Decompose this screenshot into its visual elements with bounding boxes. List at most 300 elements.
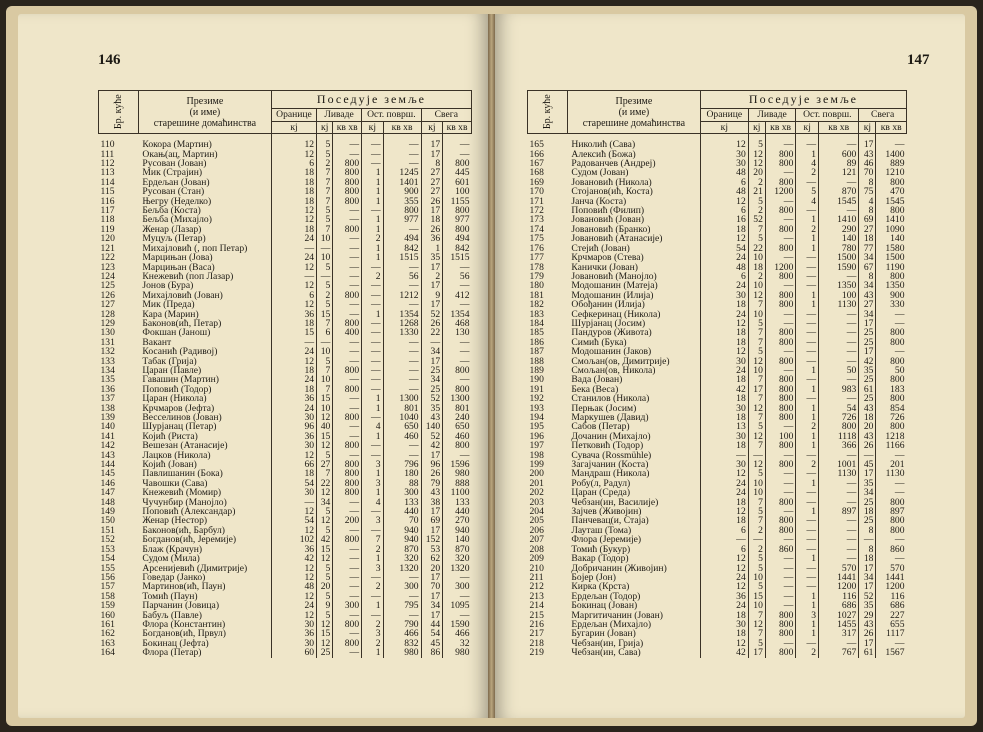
house-number: 143 (100, 449, 115, 461)
other-kvhv: 1330 (383, 328, 421, 337)
total-kj: 34 (859, 488, 876, 497)
fields-kj: 6 (700, 206, 748, 215)
total-kvhv: 240 (443, 413, 472, 422)
fields-kj: 18 (700, 441, 748, 450)
house-number: 136 (100, 383, 115, 395)
total-kj: 27 (421, 168, 443, 177)
household-head-name: Вакант (142, 336, 172, 348)
house-number: 191 (529, 383, 544, 395)
other-kvhv: 801 (383, 404, 421, 413)
meadows-kvhv: 860 (765, 545, 795, 554)
meadows-kvhv: — (333, 648, 362, 657)
total-kj: 27 (859, 225, 876, 234)
total-kj: 43 (421, 488, 443, 497)
other-kvhv: — (819, 357, 859, 366)
fields-kj: 18 (700, 394, 748, 403)
fields-kj: 42 (700, 385, 748, 394)
fields-kj: 18 (700, 300, 748, 309)
total-kvhv: — (443, 281, 472, 290)
house-number: 155 (100, 562, 115, 574)
total-kj: 25 (859, 498, 876, 507)
unit-header: кј (362, 121, 383, 133)
total-kj: 17 (421, 263, 443, 272)
fields-kj: 6 (271, 291, 316, 300)
total-kj: 140 (421, 422, 443, 431)
total-kj: 38 (421, 498, 443, 507)
other-kvhv: 1401 (383, 178, 421, 187)
other-kj: 4 (796, 197, 819, 206)
total-kj: 34 (421, 347, 443, 356)
household-head-name: Модошанин (Илија) (571, 289, 654, 301)
other-kj: 1 (796, 441, 819, 450)
other-kvhv: 1212 (383, 291, 421, 300)
fields-kj: 12 (271, 300, 316, 309)
table-row (528, 134, 907, 150)
other-kj: 1 (362, 394, 383, 403)
other-kj: — (362, 366, 383, 375)
meadows-kvhv: 800 (333, 488, 362, 497)
meadows-kvhv: 800 (765, 526, 795, 535)
household-head-name: Пандуров (Живота) (571, 327, 652, 339)
household-head-name: Флора (Константин) (142, 618, 226, 630)
meadows-kvhv: — (333, 310, 362, 319)
household-head-name: Судом (Мила) (142, 553, 200, 565)
meadows-kvhv: — (333, 611, 362, 620)
other-kvhv: 1500 (819, 253, 859, 262)
total-kj: 17 (859, 582, 876, 591)
fields-kj: 12 (271, 564, 316, 573)
meadows-kvhv: 800 (333, 535, 362, 544)
meadows-kj: 5 (748, 319, 765, 328)
other-kvhv: 1300 (383, 394, 421, 403)
other-kj: — (796, 263, 819, 272)
fields-kj: 18 (271, 385, 316, 394)
total-kj: 43 (859, 291, 876, 300)
other-kj: — (796, 535, 819, 544)
total-kvhv: 800 (876, 357, 907, 366)
household-head-name: Марцињан (Васа) (142, 261, 215, 273)
meadows-kj: 5 (748, 554, 765, 563)
total-kvhv: — (443, 375, 472, 384)
other-kj: — (362, 451, 383, 460)
other-kj: 1 (796, 432, 819, 441)
other-kj: 3 (362, 460, 383, 469)
household-head-name: Сувача (Rossmühle) (571, 449, 652, 461)
fields-kj: 30 (700, 460, 748, 469)
meadows-kj: 5 (748, 422, 765, 431)
house-number: 151 (100, 524, 115, 536)
other-kvhv: — (383, 357, 421, 366)
fields-kj: 36 (271, 545, 316, 554)
meadows-kj: 10 (748, 601, 765, 610)
other-kvhv: 1590 (819, 263, 859, 272)
total-kvhv: 468 (443, 319, 472, 328)
fields-kj: 18 (271, 225, 316, 234)
house-number: 177 (529, 252, 544, 264)
total-kvhv: 466 (443, 629, 472, 638)
other-kj: — (362, 281, 383, 290)
total-kj: 8 (859, 526, 876, 535)
meadows-kvhv: 800 (333, 385, 362, 394)
other-kvhv: 300 (383, 488, 421, 497)
total-kj: 79 (421, 479, 443, 488)
meadows-kj: 2 (748, 272, 765, 281)
household-head-header: Презиме (и име) старешине домаћинства (138, 91, 271, 134)
other-kvhv: — (819, 272, 859, 281)
total-kvhv: 1200 (876, 582, 907, 591)
meadows-kj: — (317, 272, 333, 281)
household-head-name: Поповић (Филип) (571, 205, 645, 217)
total-kvhv: 800 (876, 394, 907, 403)
total-kj: 2 (421, 272, 443, 281)
household-head-name: Јонов (Бура) (142, 280, 194, 292)
fields-kj: 12 (271, 215, 316, 224)
total-kvhv: 412 (443, 291, 472, 300)
other-kj: — (362, 441, 383, 450)
other-kj: 2 (362, 272, 383, 281)
other-kvhv: 1040 (383, 413, 421, 422)
house-number: 189 (529, 364, 544, 376)
meadows-kvhv: — (765, 469, 795, 478)
left-page (18, 14, 488, 718)
total-kvhv: 800 (876, 498, 907, 507)
house-number: 148 (100, 496, 115, 508)
fields-kj: 36 (271, 310, 316, 319)
house-number: 202 (529, 487, 544, 499)
house-number: 112 (100, 158, 115, 170)
fields-kj: — (271, 272, 316, 281)
meadows-kvhv: — (333, 253, 362, 262)
household-head-name: Модошанин (Јаков) (571, 346, 652, 358)
household-head-name: Кара (Марин) (142, 308, 199, 320)
other-kvhv: — (383, 134, 421, 150)
household-head-name: Бабуљ (Павле) (142, 609, 202, 621)
fields-kj: 12 (271, 281, 316, 290)
meadows-kvhv: — (333, 507, 362, 516)
other-kj: — (362, 385, 383, 394)
other-kvhv: — (819, 488, 859, 497)
meadows-kj: 10 (317, 234, 333, 243)
other-kvhv: 1441 (819, 573, 859, 582)
total-kvhv: 870 (443, 545, 472, 554)
total-kvhv: 726 (876, 413, 907, 422)
unit-header: кј (748, 121, 765, 133)
total-kj: 34 (421, 601, 443, 610)
meadows-kj: 5 (748, 564, 765, 573)
house-number: 140 (100, 421, 115, 433)
other-kj: 1 (796, 300, 819, 309)
other-kj: 1 (796, 601, 819, 610)
other-kvhv: 54 (819, 404, 859, 413)
house-number: 216 (529, 618, 544, 630)
house-number: 194 (529, 412, 544, 423)
fields-kj: 12 (271, 134, 316, 150)
household-head-name: Царан (Павле) (142, 364, 202, 376)
total-kvhv: 800 (876, 516, 907, 525)
house-number: 209 (529, 553, 544, 565)
household-head-name: Чебзан(ин, Сава) (571, 647, 641, 659)
meadows-kj: 12 (317, 413, 333, 422)
meadows-kvhv: — (333, 432, 362, 441)
meadows-kvhv: — (765, 535, 795, 544)
total-kvhv: 32 (443, 639, 472, 648)
house-number: 110 (100, 139, 115, 151)
household-head-name: Кирка (Крста) (571, 581, 630, 593)
other-kvhv: 570 (819, 564, 859, 573)
total-kvhv: 1166 (876, 441, 907, 450)
household-head-name: Петковић (Тодор) (571, 440, 644, 452)
meadows-kvhv: 800 (765, 413, 795, 422)
total-kj: 17 (421, 300, 443, 309)
total-kj: 34 (859, 281, 876, 290)
total-kj: 20 (421, 564, 443, 573)
fields-kj: 30 (700, 291, 748, 300)
meadows-kvhv: — (765, 366, 795, 375)
total-kvhv: — (876, 488, 907, 497)
household-head-name: Бугарин (Јован) (571, 628, 636, 640)
house-number: 126 (100, 289, 115, 301)
meadows-kj: 2 (748, 526, 765, 535)
other-kvhv: 977 (383, 215, 421, 224)
meadows-kvhv: — (765, 554, 795, 563)
house-number: 157 (100, 581, 115, 593)
other-kj: 1 (796, 413, 819, 422)
meadows-kvhv: — (333, 263, 362, 272)
total-kj: 42 (859, 357, 876, 366)
meadows-kvhv: 800 (765, 244, 795, 253)
total-kj: 17 (859, 564, 876, 573)
meadows-kj: 7 (748, 328, 765, 337)
household-head-name: Алексић (Божа) (571, 148, 636, 160)
fields-kj: 30 (271, 413, 316, 422)
meadows-kvhv: — (333, 422, 362, 431)
fields-kj: 12 (271, 573, 316, 582)
total-kj: 17 (859, 134, 876, 150)
meadows-kvhv: — (333, 338, 362, 347)
total-kj: 35 (859, 366, 876, 375)
meadows-kvhv: 800 (765, 375, 795, 384)
meadows-kj: 12 (748, 460, 765, 469)
other-kj: — (362, 263, 383, 272)
meadows-kvhv: — (765, 310, 795, 319)
meadows-kj: 12 (317, 620, 333, 629)
other-kj: 2 (796, 422, 819, 431)
total-kvhv: 1117 (876, 629, 907, 638)
household-head-name: Михајловић (, поп Петар) (142, 242, 248, 254)
fields-kj: 36 (271, 432, 316, 441)
meadows-kj: 18 (748, 263, 765, 272)
right-page (495, 14, 965, 718)
house-number: 137 (100, 393, 115, 405)
meadows-kj: 12 (748, 159, 765, 168)
meadows-kvhv: — (333, 244, 362, 253)
meadows-kj: 5 (317, 134, 333, 150)
total-kj: 17 (859, 319, 876, 328)
fields-kj: 12 (700, 639, 748, 648)
other-kvhv: — (383, 263, 421, 272)
other-kj: — (796, 498, 819, 507)
meadows-kvhv: — (333, 564, 362, 573)
total-kvhv: 460 (443, 432, 472, 441)
meadows-kvhv: 800 (765, 460, 795, 469)
total-kj: 54 (421, 629, 443, 638)
other-kvhv: — (383, 150, 421, 159)
meadows-kj: 7 (317, 366, 333, 375)
meadows-kj: 21 (748, 187, 765, 196)
other-kvhv: 70 (383, 516, 421, 525)
fields-kj: — (271, 338, 316, 347)
other-kj: — (362, 328, 383, 337)
fields-kj: 24 (271, 253, 316, 262)
house-number: 213 (529, 590, 544, 602)
other-kvhv: — (819, 206, 859, 215)
total-kvhv: — (876, 554, 907, 563)
total-kj: — (859, 535, 876, 544)
total-kvhv: 889 (876, 159, 907, 168)
house-number: 123 (100, 261, 115, 273)
fields-kj: 12 (271, 357, 316, 366)
fields-kj: 18 (700, 516, 748, 525)
land-owned-header: Поседује земље (700, 91, 906, 109)
unit-header: кв хв (333, 121, 362, 133)
unit-header: кј (421, 121, 443, 133)
household-head-name: Чавошки (Сава) (142, 477, 208, 489)
total-kvhv: 133 (443, 498, 472, 507)
house-number: 170 (529, 186, 544, 198)
household-head-name: Перњак (Јосим) (571, 402, 637, 414)
meadows-kj: 5 (317, 592, 333, 601)
total-kj: 17 (421, 281, 443, 290)
meadows-kvhv: — (765, 197, 795, 206)
meadows-kvhv: 800 (765, 225, 795, 234)
other-kvhv: 1027 (819, 611, 859, 620)
total-kvhv: 100 (443, 187, 472, 196)
meadows-kj: 7 (317, 168, 333, 177)
meadows-kvhv: 800 (765, 357, 795, 366)
meadows-kvhv: 800 (765, 178, 795, 187)
household-head-name: Робу(л, Радул) (571, 477, 631, 489)
total-kvhv: — (876, 319, 907, 328)
other-kj: — (362, 319, 383, 328)
total-kj: 17 (421, 573, 443, 582)
meadows-kj: 10 (748, 310, 765, 319)
fields-kj: 6 (700, 526, 748, 535)
other-kj: 1 (362, 168, 383, 177)
house-number: 114 (100, 176, 115, 188)
other-kvhv: — (383, 375, 421, 384)
house-number: 184 (529, 317, 544, 329)
total-kvhv: — (443, 451, 472, 460)
household-head-name: Флора (Петар) (142, 647, 202, 659)
house-number: 182 (529, 299, 544, 311)
meadows-kvhv: — (765, 488, 795, 497)
total-kj: 17 (421, 526, 443, 535)
total-kj: 17 (421, 451, 443, 460)
other-kj: — (362, 526, 383, 535)
household-head-name: Јанча (Коста) (571, 195, 627, 207)
household-head-name: Загајчанин (Коста) (571, 459, 649, 471)
total-kj: 77 (859, 244, 876, 253)
other-kj: 1 (796, 244, 819, 253)
other-kvhv: 832 (383, 639, 421, 648)
other-kvhv: — (819, 498, 859, 507)
fields-kj: 12 (271, 451, 316, 460)
other-kvhv: 870 (819, 187, 859, 196)
other-kj: 2 (796, 460, 819, 469)
house-number: 115 (100, 186, 115, 198)
meadows-kj: 27 (317, 460, 333, 469)
other-kj: 3 (362, 629, 383, 638)
meadows-kj: 5 (317, 300, 333, 309)
meadows-kj: 10 (748, 366, 765, 375)
other-kvhv: 1320 (383, 564, 421, 573)
meadows-kj: 5 (317, 573, 333, 582)
fields-kj: 48 (700, 263, 748, 272)
fields-kj: 18 (271, 168, 316, 177)
meadows-kj: 15 (317, 432, 333, 441)
other-kj: — (362, 611, 383, 620)
meadows-kj: 5 (317, 611, 333, 620)
other-kvhv: — (383, 300, 421, 309)
total-kvhv: — (876, 535, 907, 544)
other-kvhv: — (819, 516, 859, 525)
other-kvhv: 1545 (819, 197, 859, 206)
house-number: 120 (100, 233, 115, 245)
meadows-kvhv: — (765, 253, 795, 262)
total-kvhv: 940 (443, 526, 472, 535)
meadows-kj: 25 (317, 648, 333, 657)
total-kvhv: 650 (443, 422, 472, 431)
house-number: 133 (100, 355, 115, 367)
meadows-kvhv: — (333, 582, 362, 591)
meadows-kvhv: 800 (333, 178, 362, 187)
meadows-kvhv: — (765, 422, 795, 431)
meadows-kvhv: — (765, 319, 795, 328)
book-gutter (488, 14, 495, 718)
other-kvhv: — (383, 159, 421, 168)
household-head-name: Канички (Јован) (571, 261, 638, 273)
fields-kj: 18 (700, 375, 748, 384)
other-kvhv: 180 (383, 469, 421, 478)
total-kj: 69 (859, 215, 876, 224)
house-number: 178 (529, 261, 544, 273)
household-head-name: Вешезан (Атанасије) (142, 440, 228, 452)
meadows-kj: 15 (748, 592, 765, 601)
total-kvhv: 800 (876, 526, 907, 535)
household-head-name: Маргитичанин (Јован) (571, 609, 663, 621)
unit-header: кј (859, 121, 876, 133)
house-number: 172 (529, 205, 544, 217)
fields-kj: 13 (700, 422, 748, 431)
other-kj: — (362, 507, 383, 516)
total-kvhv: — (443, 592, 472, 601)
household-head-name: Шурјанац (Петар) (142, 421, 217, 433)
total-kj: 34 (421, 375, 443, 384)
house-number: 218 (529, 637, 544, 649)
total-kvhv: 183 (876, 385, 907, 394)
household-head-name: Вада (Јован) (571, 374, 623, 386)
meadows-kvhv: 800 (765, 648, 795, 657)
other-kj: — (796, 394, 819, 403)
house-number: 130 (100, 327, 115, 339)
household-head-name: Томић (Букур) (571, 543, 631, 555)
total-kj: 25 (859, 394, 876, 403)
other-kvhv: 140 (819, 234, 859, 243)
meadows-kvhv: — (333, 134, 362, 150)
fields-kj: 30 (271, 620, 316, 629)
other-kvhv: 1245 (383, 168, 421, 177)
fields-kj: 30 (271, 441, 316, 450)
